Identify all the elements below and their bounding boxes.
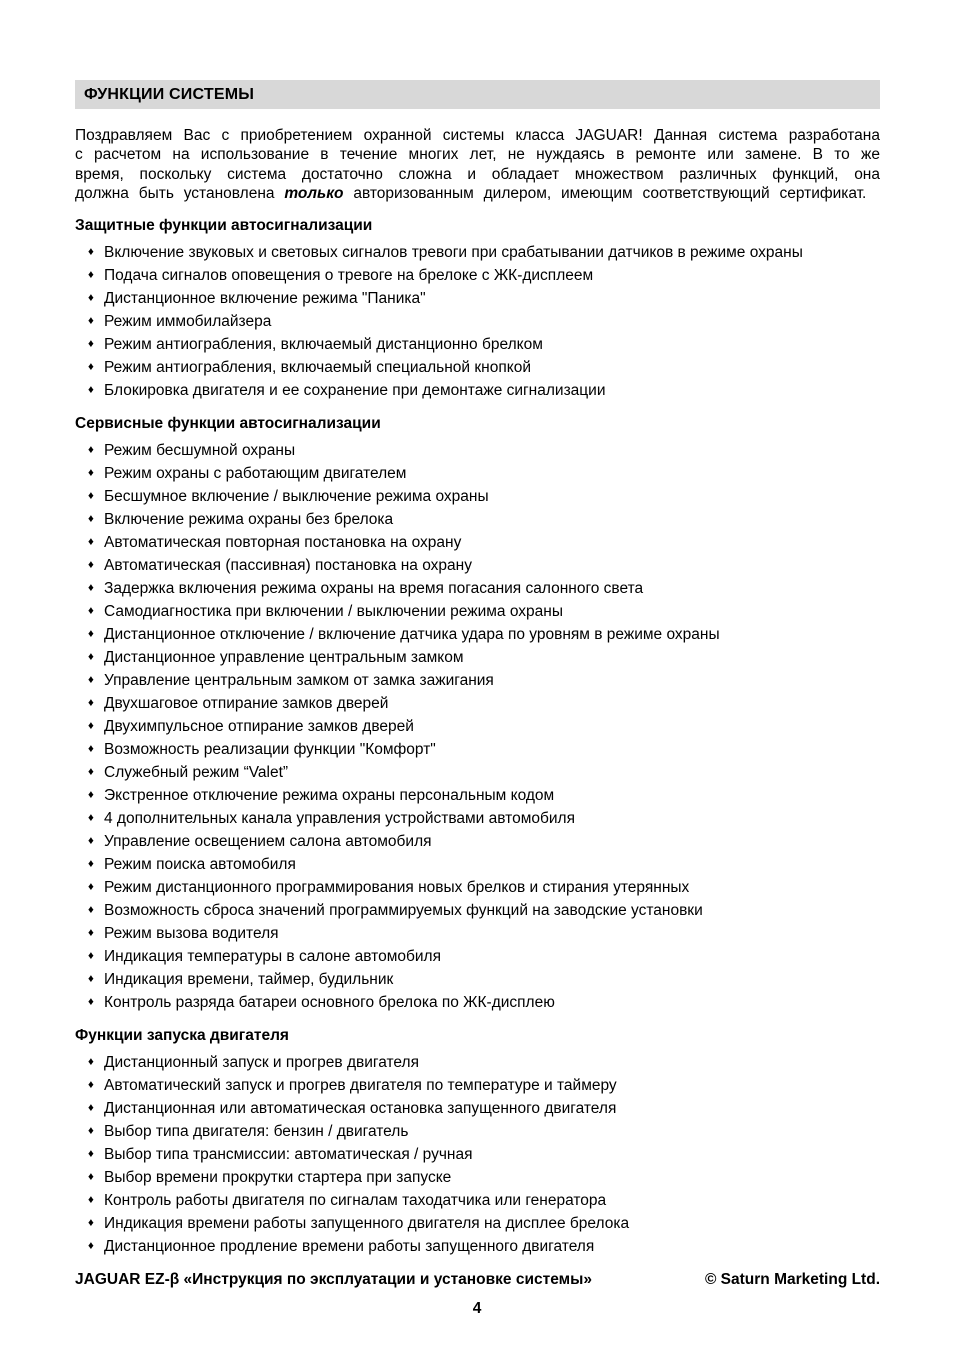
list-item-text: Двухшаговое отпирание замков дверей: [104, 694, 389, 712]
list-item: [75, 577, 880, 600]
bullet-diamond-icon: ♦: [88, 466, 94, 479]
list-item: [75, 264, 880, 287]
intro-text-2: авторизованным дилером, имеющим соответствующий сертификат.: [343, 185, 867, 203]
bullet-diamond-icon: ♦: [88, 1193, 94, 1206]
bullet-diamond-icon: ♦: [88, 696, 94, 709]
list-item-text: Режим антиограбления, включаемый специальной кнопкой: [104, 358, 531, 376]
bullet-diamond-icon: ♦: [88, 1055, 94, 1068]
document-section: [75, 216, 880, 402]
list-item: [75, 692, 880, 715]
list-item: [75, 991, 880, 1014]
bullet-diamond-icon: ♦: [88, 581, 94, 594]
bullet-diamond-icon: ♦: [88, 880, 94, 893]
list-item: [75, 379, 880, 402]
list-item: [75, 968, 880, 991]
bullet-diamond-icon: ♦: [88, 245, 94, 258]
list-item-text: Выбор времени прокрутки стартера при запуске: [104, 1168, 452, 1186]
list-item-text: Дистанционное включение режима "Паника": [104, 289, 426, 307]
list-item: [75, 241, 880, 264]
section-heading: Функции запуска двигателя: [75, 1026, 289, 1044]
bullet-diamond-icon: ♦: [88, 926, 94, 939]
list-item-text: Индикация времени, таймер, будильник: [104, 970, 394, 988]
list-item: [75, 287, 880, 310]
list-item-text: Автоматическая повторная постановка на охрану: [104, 533, 462, 551]
list-item: [75, 715, 880, 738]
bullet-diamond-icon: ♦: [88, 1170, 94, 1183]
list-item: [75, 646, 880, 669]
list-item-text: Экстренное отключение режима охраны персональным кодом: [104, 786, 555, 804]
list-item: [75, 830, 880, 853]
intro-emphasis: только: [284, 185, 344, 203]
list-item-text: Индикация времени работы запущенного двигателя на дисплее брелока: [104, 1214, 630, 1232]
bullet-list: [75, 1051, 880, 1258]
section-title-bar: [75, 80, 880, 109]
list-item: [75, 439, 880, 462]
bullet-diamond-icon: ♦: [88, 834, 94, 847]
bullet-diamond-icon: ♦: [88, 1124, 94, 1137]
bullet-diamond-icon: ♦: [88, 949, 94, 962]
list-item: [75, 922, 880, 945]
list-item: [75, 1074, 880, 1097]
bullet-diamond-icon: ♦: [88, 972, 94, 985]
bullet-diamond-icon: ♦: [88, 604, 94, 617]
bullet-diamond-icon: ♦: [88, 535, 94, 548]
list-item-text: Дистанционный запуск и прогрев двигателя: [104, 1053, 419, 1071]
list-item-text: Самодиагностика при включении / выключении режима охраны: [104, 602, 563, 620]
bullet-diamond-icon: ♦: [88, 337, 94, 350]
bullet-diamond-icon: ♦: [88, 1101, 94, 1114]
list-item: [75, 876, 880, 899]
list-item: [75, 1143, 880, 1166]
bullet-diamond-icon: ♦: [88, 360, 94, 373]
list-item-text: Управление центральным замком от замка зажигания: [104, 671, 494, 689]
bullet-diamond-icon: ♦: [88, 903, 94, 916]
list-item: [75, 554, 880, 577]
list-item-text: 4 дополнительных канала управления устройствами автомобиля: [104, 809, 575, 827]
section-heading: Сервисные функции автосигнализации: [75, 414, 381, 432]
bullet-diamond-icon: ♦: [88, 650, 94, 663]
list-item-text: Возможность сброса значений программируемых функций на заводские установки: [104, 901, 703, 919]
section-heading: Защитные функции автосигнализации: [75, 216, 373, 234]
list-item-text: Бесшумное включение / выключение режима охраны: [104, 487, 489, 505]
list-item: [75, 761, 880, 784]
list-item: [75, 462, 880, 485]
list-item: [75, 1189, 880, 1212]
sections-container: [75, 216, 880, 1258]
footer: [75, 1271, 880, 1289]
bullet-diamond-icon: ♦: [88, 268, 94, 281]
list-item-text: Режим поиска автомобиля: [104, 855, 296, 873]
list-item: [75, 1212, 880, 1235]
footer-left-text: JAGUAR EZ-β «Инструкция по эксплуатации и установке системы»: [75, 1271, 592, 1288]
list-item-text: Дистанционное продление времени работы запущенного двигателя: [104, 1237, 595, 1255]
list-item: [75, 623, 880, 646]
list-item-text: Режим иммобилайзера: [104, 312, 272, 330]
bullet-diamond-icon: ♦: [88, 443, 94, 456]
bullet-diamond-icon: ♦: [88, 1216, 94, 1229]
list-item: [75, 1166, 880, 1189]
list-item: [75, 1120, 880, 1143]
list-item-text: Режим вызова водителя: [104, 924, 279, 942]
list-item-text: Выбор типа трансмиссии: автоматическая / ручная: [104, 1145, 473, 1163]
list-item-text: Дистанционная или автоматическая остановка запущенного двигателя: [104, 1099, 617, 1117]
list-item-text: Автоматическая (пассивная) постановка на охрану: [104, 556, 472, 574]
list-item-text: Блокировка двигателя и ее сохранение при демонтаже сигнализации: [104, 381, 606, 399]
list-item: [75, 899, 880, 922]
list-item: [75, 1051, 880, 1074]
list-item-text: Режим антиограбления, включаемый дистанционно брелком: [104, 335, 543, 353]
list-item: [75, 738, 880, 761]
bullet-diamond-icon: ♦: [88, 673, 94, 686]
list-item-text: Контроль работы двигателя по сигналам таходатчика или генератора: [104, 1191, 607, 1209]
bullet-diamond-icon: ♦: [88, 857, 94, 870]
list-item-text: Выбор типа двигателя: бензин / двигатель: [104, 1122, 409, 1140]
bullet-list: [75, 241, 880, 402]
list-item: [75, 1097, 880, 1120]
bullet-diamond-icon: ♦: [88, 627, 94, 640]
bullet-diamond-icon: ♦: [88, 811, 94, 824]
list-item-text: Дистанционное отключение / включение датчика удара по уровням в режиме охраны: [104, 625, 720, 643]
list-item-text: Задержка включения режима охраны на время погасания салонного света: [104, 579, 644, 597]
page-number: 4: [472, 1300, 482, 1317]
list-item-text: Двухимпульсное отпирание замков дверей: [104, 717, 414, 735]
bullet-diamond-icon: ♦: [88, 742, 94, 755]
list-item-text: Автоматический запуск и прогрев двигателя по температуре и таймеру: [104, 1076, 617, 1094]
intro-paragraph: [75, 126, 880, 204]
page-title: ФУНКЦИИ СИСТЕМЫ: [84, 86, 255, 103]
bullet-diamond-icon: ♦: [88, 1239, 94, 1252]
list-item: [75, 531, 880, 554]
bullet-diamond-icon: ♦: [88, 765, 94, 778]
bullet-diamond-icon: ♦: [88, 558, 94, 571]
list-item: [75, 784, 880, 807]
intro-text-1: Поздравляем Вас с приобретением охранной системы класса JAGUAR! Данная система разработана с расчетом на использование в течение многих лет, не нуждаясь в ремонте или замене. В то же время, поскольку система достаточно сложна и обладает множеством различных функций, она должна быть установлена: [75, 127, 880, 203]
list-item-text: Дистанционное управление центральным замком: [104, 648, 464, 666]
list-item: [75, 1235, 880, 1258]
document-section: [75, 1026, 880, 1258]
list-item: [75, 310, 880, 333]
bullet-diamond-icon: ♦: [88, 1147, 94, 1160]
list-item: [75, 600, 880, 623]
list-item: [75, 669, 880, 692]
bullet-diamond-icon: ♦: [88, 489, 94, 502]
list-item-text: Включение звуковых и световых сигналов тревоги при срабатывании датчиков в режиме охраны: [104, 243, 803, 261]
bullet-diamond-icon: ♦: [88, 314, 94, 327]
document-section: [75, 414, 880, 1014]
bullet-diamond-icon: ♦: [88, 512, 94, 525]
bullet-diamond-icon: ♦: [88, 788, 94, 801]
list-item-text: Включение режима охраны без брелока: [104, 510, 394, 528]
list-item: [75, 508, 880, 531]
bullet-diamond-icon: ♦: [88, 383, 94, 396]
list-item-text: Режим охраны с работающим двигателем: [104, 464, 407, 482]
bullet-diamond-icon: ♦: [88, 291, 94, 304]
bullet-diamond-icon: ♦: [88, 995, 94, 1008]
list-item: [75, 356, 880, 379]
list-item-text: Режим дистанционного программирования новых брелков и стирания утерянных: [104, 878, 690, 896]
list-item-text: Управление освещением салона автомобиля: [104, 832, 432, 850]
list-item-text: Индикация температуры в салоне автомобиля: [104, 947, 441, 965]
list-item-text: Режим бесшумной охраны: [104, 441, 296, 459]
list-item-text: Контроль разряда батареи основного брелока по ЖК-дисплею: [104, 993, 555, 1011]
list-item: [75, 333, 880, 356]
list-item-text: Подача сигналов оповещения о тревоге на брелоке с ЖК-дисплеем: [104, 266, 594, 284]
list-item-text: Возможность реализации функции "Комфорт": [104, 740, 436, 758]
list-item: [75, 807, 880, 830]
list-item: [75, 853, 880, 876]
bullet-list: [75, 439, 880, 1014]
footer-right-text: © Saturn Marketing Ltd.: [704, 1271, 880, 1288]
list-item-text: Служебный режим “Valet”: [104, 763, 289, 781]
bullet-diamond-icon: ♦: [88, 1078, 94, 1091]
list-item: [75, 945, 880, 968]
list-item: [75, 485, 880, 508]
bullet-diamond-icon: ♦: [88, 719, 94, 732]
